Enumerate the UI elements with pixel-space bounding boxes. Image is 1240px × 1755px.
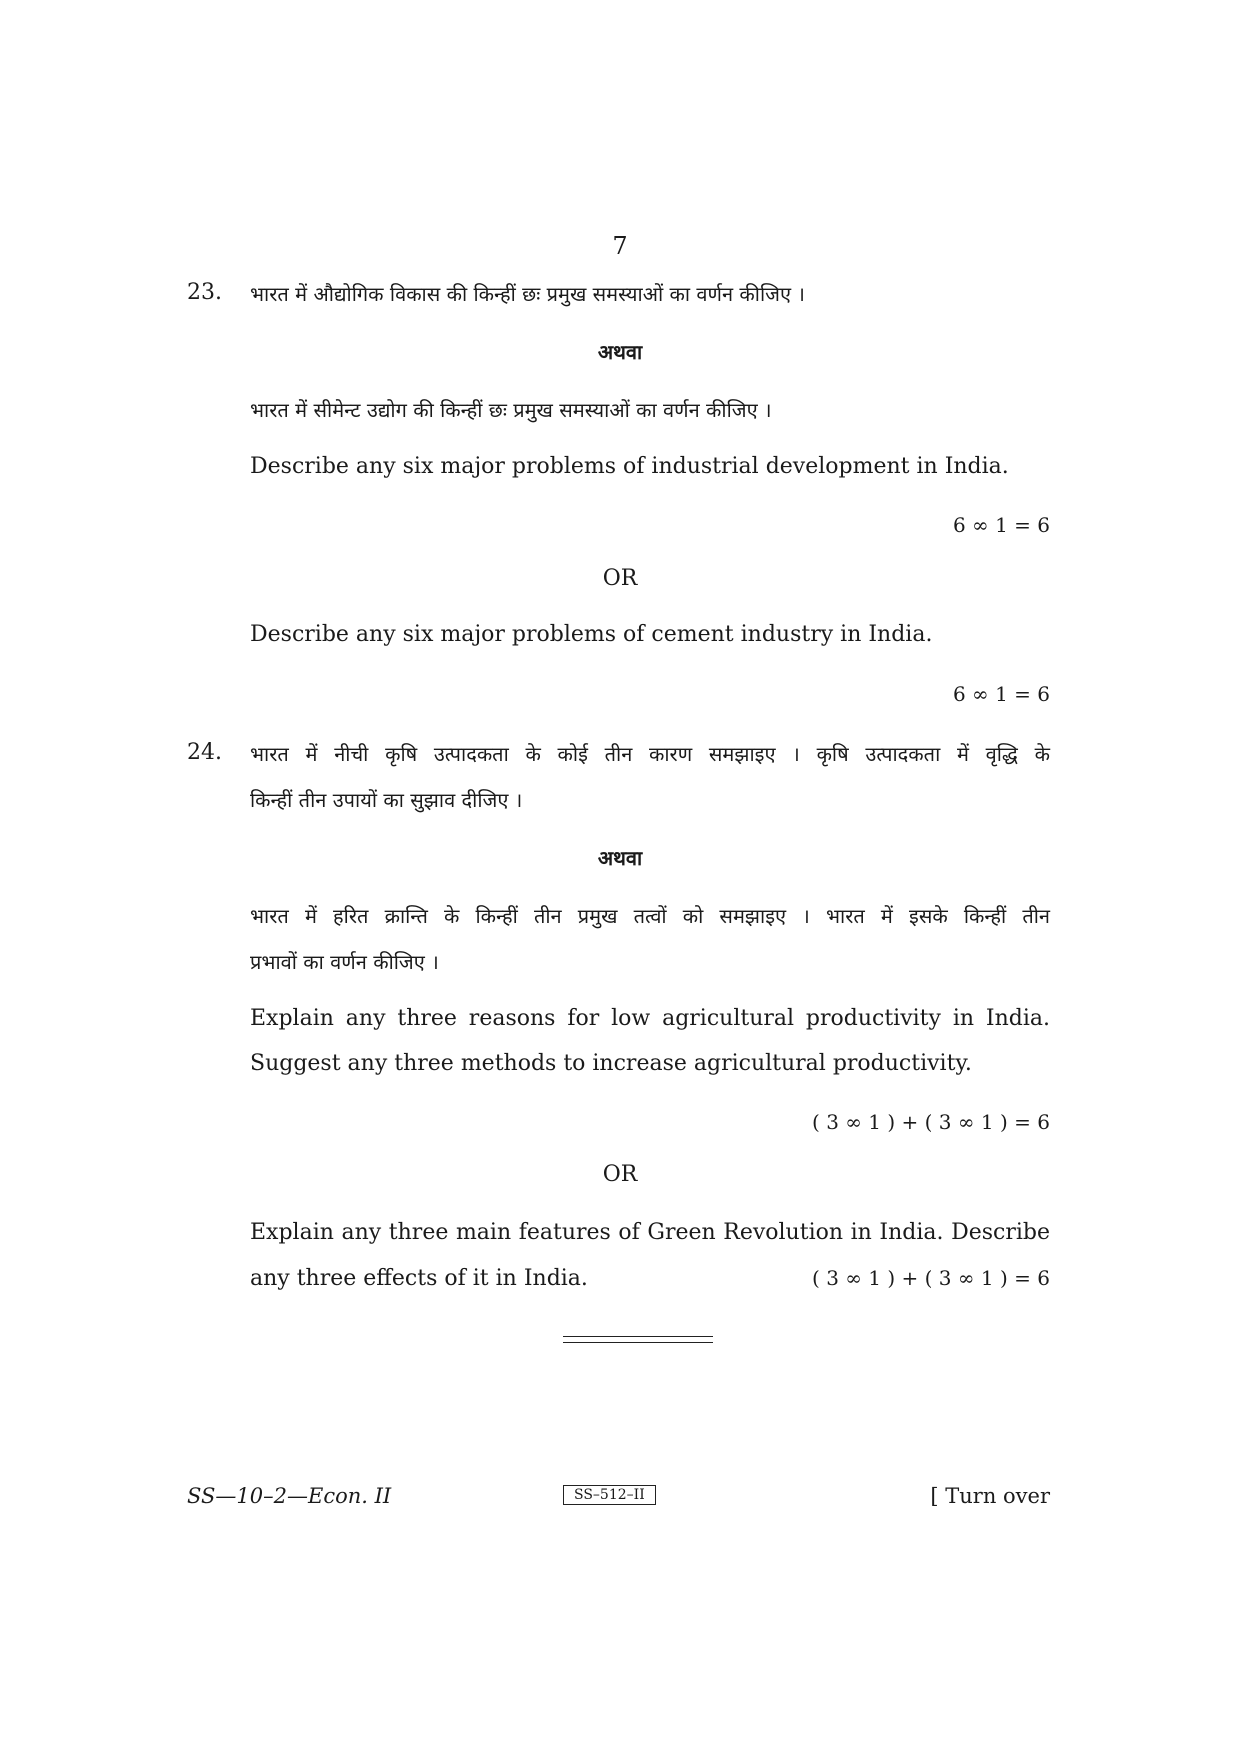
question-23-marks: 6 ∞ 1 = 6 (952, 513, 1050, 537)
question-24-english-line-2: Suggest any three methods to increase agricultural productivity. (250, 1051, 972, 1076)
end-of-paper-double-rule (563, 1336, 713, 1343)
footer-code-box: SS–512–II (563, 1485, 656, 1505)
question-23-alternative-marks: 6 ∞ 1 = 6 (952, 682, 1050, 706)
question-24-english-line-1: Explain any three reasons for low agricultural productivity in India. (250, 1006, 1050, 1031)
question-24-hindi-line-1: भारत में नीची कृषि उत्पादकता के कोई तीन कारण समझाइए । कृषि उत्पादकता में वृद्धि के (250, 742, 1050, 766)
question-24-hindi-or: अथवा (597, 846, 643, 870)
question-23-hindi-or: अथवा (597, 340, 643, 364)
turn-over-label: [ Turn over (930, 1484, 1050, 1508)
question-24-number: 24. (187, 740, 222, 765)
question-24-marks: ( 3 ∞ 1 ) + ( 3 ∞ 1 ) = 6 (812, 1110, 1050, 1134)
question-24-english-alternative-line-2: any three effects of it in India. (250, 1266, 588, 1291)
question-23-english: Describe any six major problems of industrial development in India. (250, 454, 1009, 479)
footer-paper-code: SS—10–2—Econ. II (187, 1484, 392, 1508)
question-23-number: 23. (187, 280, 222, 305)
page-number: 7 (612, 232, 628, 260)
question-23-hindi: भारत में औद्योगिक विकास की किन्हीं छः प्रमुख समस्याओं का वर्णन कीजिए । (250, 282, 805, 306)
question-23-hindi-alternative: भारत में सीमेन्ट उद्योग की किन्हीं छः प्रमुख समस्याओं का वर्णन कीजिए । (250, 398, 772, 422)
question-24-alternative-marks: ( 3 ∞ 1 ) + ( 3 ∞ 1 ) = 6 (812, 1266, 1050, 1290)
question-24-english-or: OR (602, 1162, 638, 1187)
question-24-hindi-alternative-line-1: भारत में हरित क्रान्ति के किन्हीं तीन प्रमुख तत्वों को समझाइए । भारत में इसके किन्हीं तीन (250, 904, 1050, 928)
question-24-english-alternative-line-1: Explain any three main features of Green Revolution in India. Describe (250, 1220, 1050, 1245)
question-24-hindi-alternative-line-2: प्रभावों का वर्णन कीजिए । (250, 950, 439, 974)
question-24-hindi-line-2: किन्हीं तीन उपायों का सुझाव दीजिए । (250, 788, 523, 812)
question-23-english-alternative: Describe any six major problems of cement industry in India. (250, 622, 933, 647)
question-23-english-or: OR (602, 566, 638, 591)
